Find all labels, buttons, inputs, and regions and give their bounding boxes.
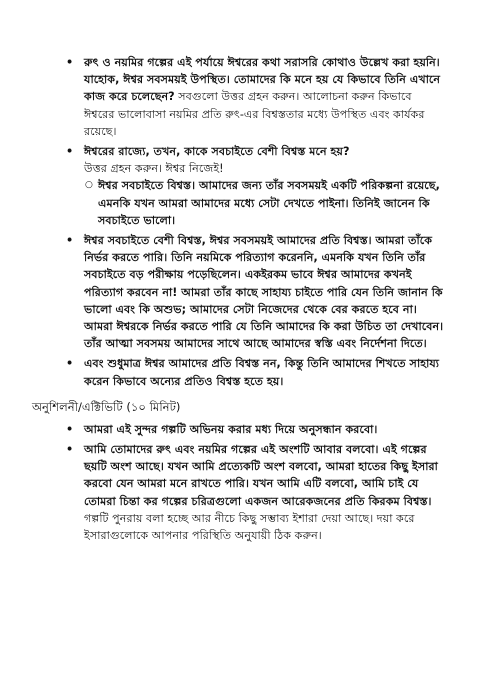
instruction-text: আমি তোমাদের রুৎ এবং নয়মির গল্পের এই অংশটি আবার বলবো। এই গল্পের ছয়টি অংশ আছে। যখন আমি প্রত্যেকটি অংশ বলবো, আমরা হাতের কিছু ইসারা করবো যেন আমরা মনে রাখতে পারি। যখন আমি এটি বলবো, আমি চাই যে তোমরা চিন্তা কর গল্পের চরিত্রগুলো একজন আরেকজনের প্রতি কিরকম বিশ্বস্ত। (84, 443, 438, 508)
list-item (62, 143, 445, 229)
question-text: রুৎ ও নয়মির গল্পের এই পর্যায়ে ঈশ্বরের কথা সরাসরি কোথাও উল্লেখ করা হয়নি। যাহোক, ঈশ্বর সবসময়ই উপস্থিত। তোমাদের কি মনে হয় যে কিভাবে তিনি এখানে কাজ করে চলেছেন? (84, 56, 441, 104)
list-item (62, 54, 445, 140)
teacher-note: উত্তর গ্রহন করুন। ঈশ্বর নিজেই! (84, 162, 224, 176)
activity-heading: অনুশিলনী/এক্টিভিটি (১০ মিনিট) (32, 399, 181, 414)
discussion-list (62, 54, 445, 390)
teacher-note: গল্পটি পুনরায় বলা হচ্ছে আর নীচে কিছু সম্ভাব্য ইশারা দেয়া আছে। দয়া করে ইসারাগুলোকে আপনার পরিস্থিতি অনুযায়ী ঠিক করুন। (84, 511, 415, 543)
sub-list-item: ○ ঈশ্বর সবচাইতে বিশ্বস্ত। আমাদের জন্য তাঁর সবসময়ই একটি পরিকল্পনা রয়েছে, এমনকি যখন আমরা আমাদের মধ্যে সেটা দেখতে পাইনা। তিনিই জানেন কি সবচাইতে ভালো। (98, 177, 445, 229)
teacher-note: সবগুলো উত্তর গ্রহন করুন। আলোচনা করুন কিভাবে ঈশ্বরের ভালোবাসা নয়মির প্রতি রুৎ-এর বিশ্বস্ততার মধ্যে উপস্থিত এবং কার্যকর রয়েছে। (84, 90, 425, 138)
question-text: • ঈশ্বরের রাজ্যে, তখন, কাকে সবচাইতে বেশী বিশ্বস্ত মনে হয়? (84, 145, 350, 159)
activity-list (62, 421, 445, 544)
list-item: • এবং শুধুমাত্র ঈশ্বর আমাদের প্রতি বিশ্বস্ত নন, কিন্তু তিনি আমাদের শিখতে সাহায্য করেন কিভাবে অন্যের প্রতিও বিশ্বস্ত হতে হয়। (62, 355, 445, 389)
sub-list (84, 177, 445, 229)
list-item: • ঈশ্বর সবচাইতে বেশী বিশ্বস্ত, ঈশ্বর সবসময়ই আমাদের প্রতি বিশ্বস্ত। আমরা তাঁকে নির্ভর করতে পারি। তিনি নয়মিকে পরিত্যাগ করেননি, এমনকি যখন তিনি তাঁর সবচাইতে বড় পরীক্ষায় পড়েছিলেন। একইরকম ভাবে ঈশ্বর আমাদের কখনই পরিত্যাগ করবেন না! আমরা তাঁর কাছে সাহায্য চাইতে পারি যেন তিনি জানান কি ভালো এবং কি অশুভ; আমাদের সেটা নিজেদের থেকে বের করতে হবে না। আমরা ঈশ্বরকে নির্ভর করতে পারি যে তিনি আমাদের কি করা উচিত তা দেখাবেন। তাঁর আত্মা সবসময় আমাদের সাথে আছে আমাদের স্বস্তি এবং নির্দেশনা দিতে। (62, 232, 445, 352)
list-item: • আমরা এই সুন্দর গল্পটি অভিনয় করার মধ্য দিয়ে অনুসন্ধান করবো। (62, 421, 445, 438)
list-item (62, 441, 445, 544)
